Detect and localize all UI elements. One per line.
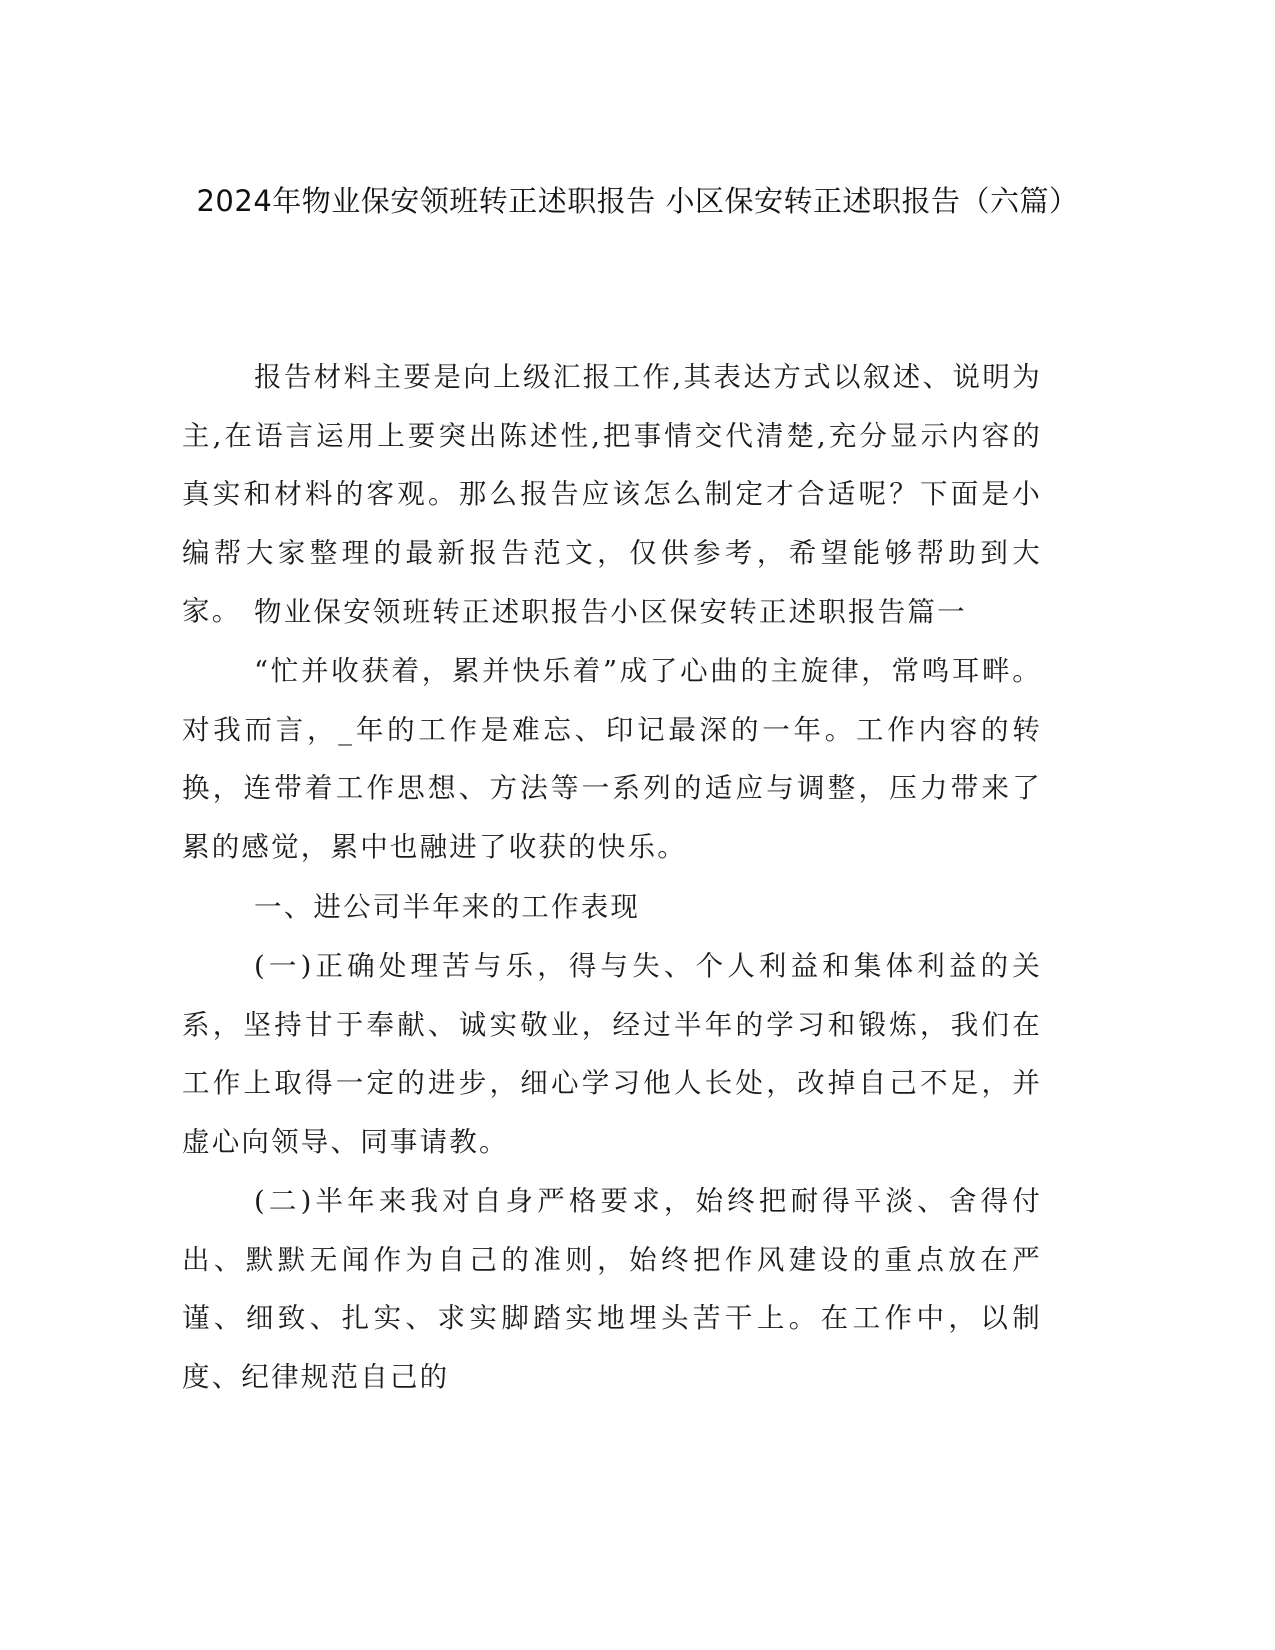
opening-paragraph: “忙并收获着，累并快乐着”成了心曲的主旋律，常鸣耳畔。对我而言，_年的工作是难忘、印记最深的一年。工作内容的转换，连带着工作思想、方法等一系列的适应与调整，压力带来了累的感觉，累中也融进了收获的快乐。 — [182, 655, 1042, 863]
point-two-paragraph: (二)半年来我对自身严格要求，始终把耐得平淡、舍得付出、默默无闻作为自己的准则，始终把作风建设的重点放在严谨、细致、扎实、求实脚踏实地埋头苦干上。在工作中，以制度、纪律规范自己的 — [182, 1185, 1042, 1393]
section-heading-part-one: 物业保安领班转正述职报告小区保安转正述职报告篇一 — [254, 596, 967, 628]
point-one-paragraph: (一)正确处理苦与乐，得与失、个人利益和集体利益的关系，坚持甘于奉献、诚实敬业，经过半年的学习和锻炼，我们在工作上取得一定的进步，细心学习他人长处，改掉自己不足，并虚心向领导、同事请教。 — [182, 950, 1042, 1158]
document-title: 2024年物业保安领班转正述职报告 小区保安转正述职报告（六篇） — [196, 184, 1079, 218]
subsection-heading: 一、进公司半年来的工作表现 — [254, 891, 641, 923]
intro-paragraph: 报告材料主要是向上级汇报工作,其表达方式以叙述、说明为主,在语言运用上要突出陈述性,把事情交代清楚,充分显示内容的真实和材料的客观。那么报告应该怎么制定才合适呢？下面是小编帮大家整理的最新报告范文，仅供参考，希望能够帮助到大家。 — [182, 361, 1042, 627]
